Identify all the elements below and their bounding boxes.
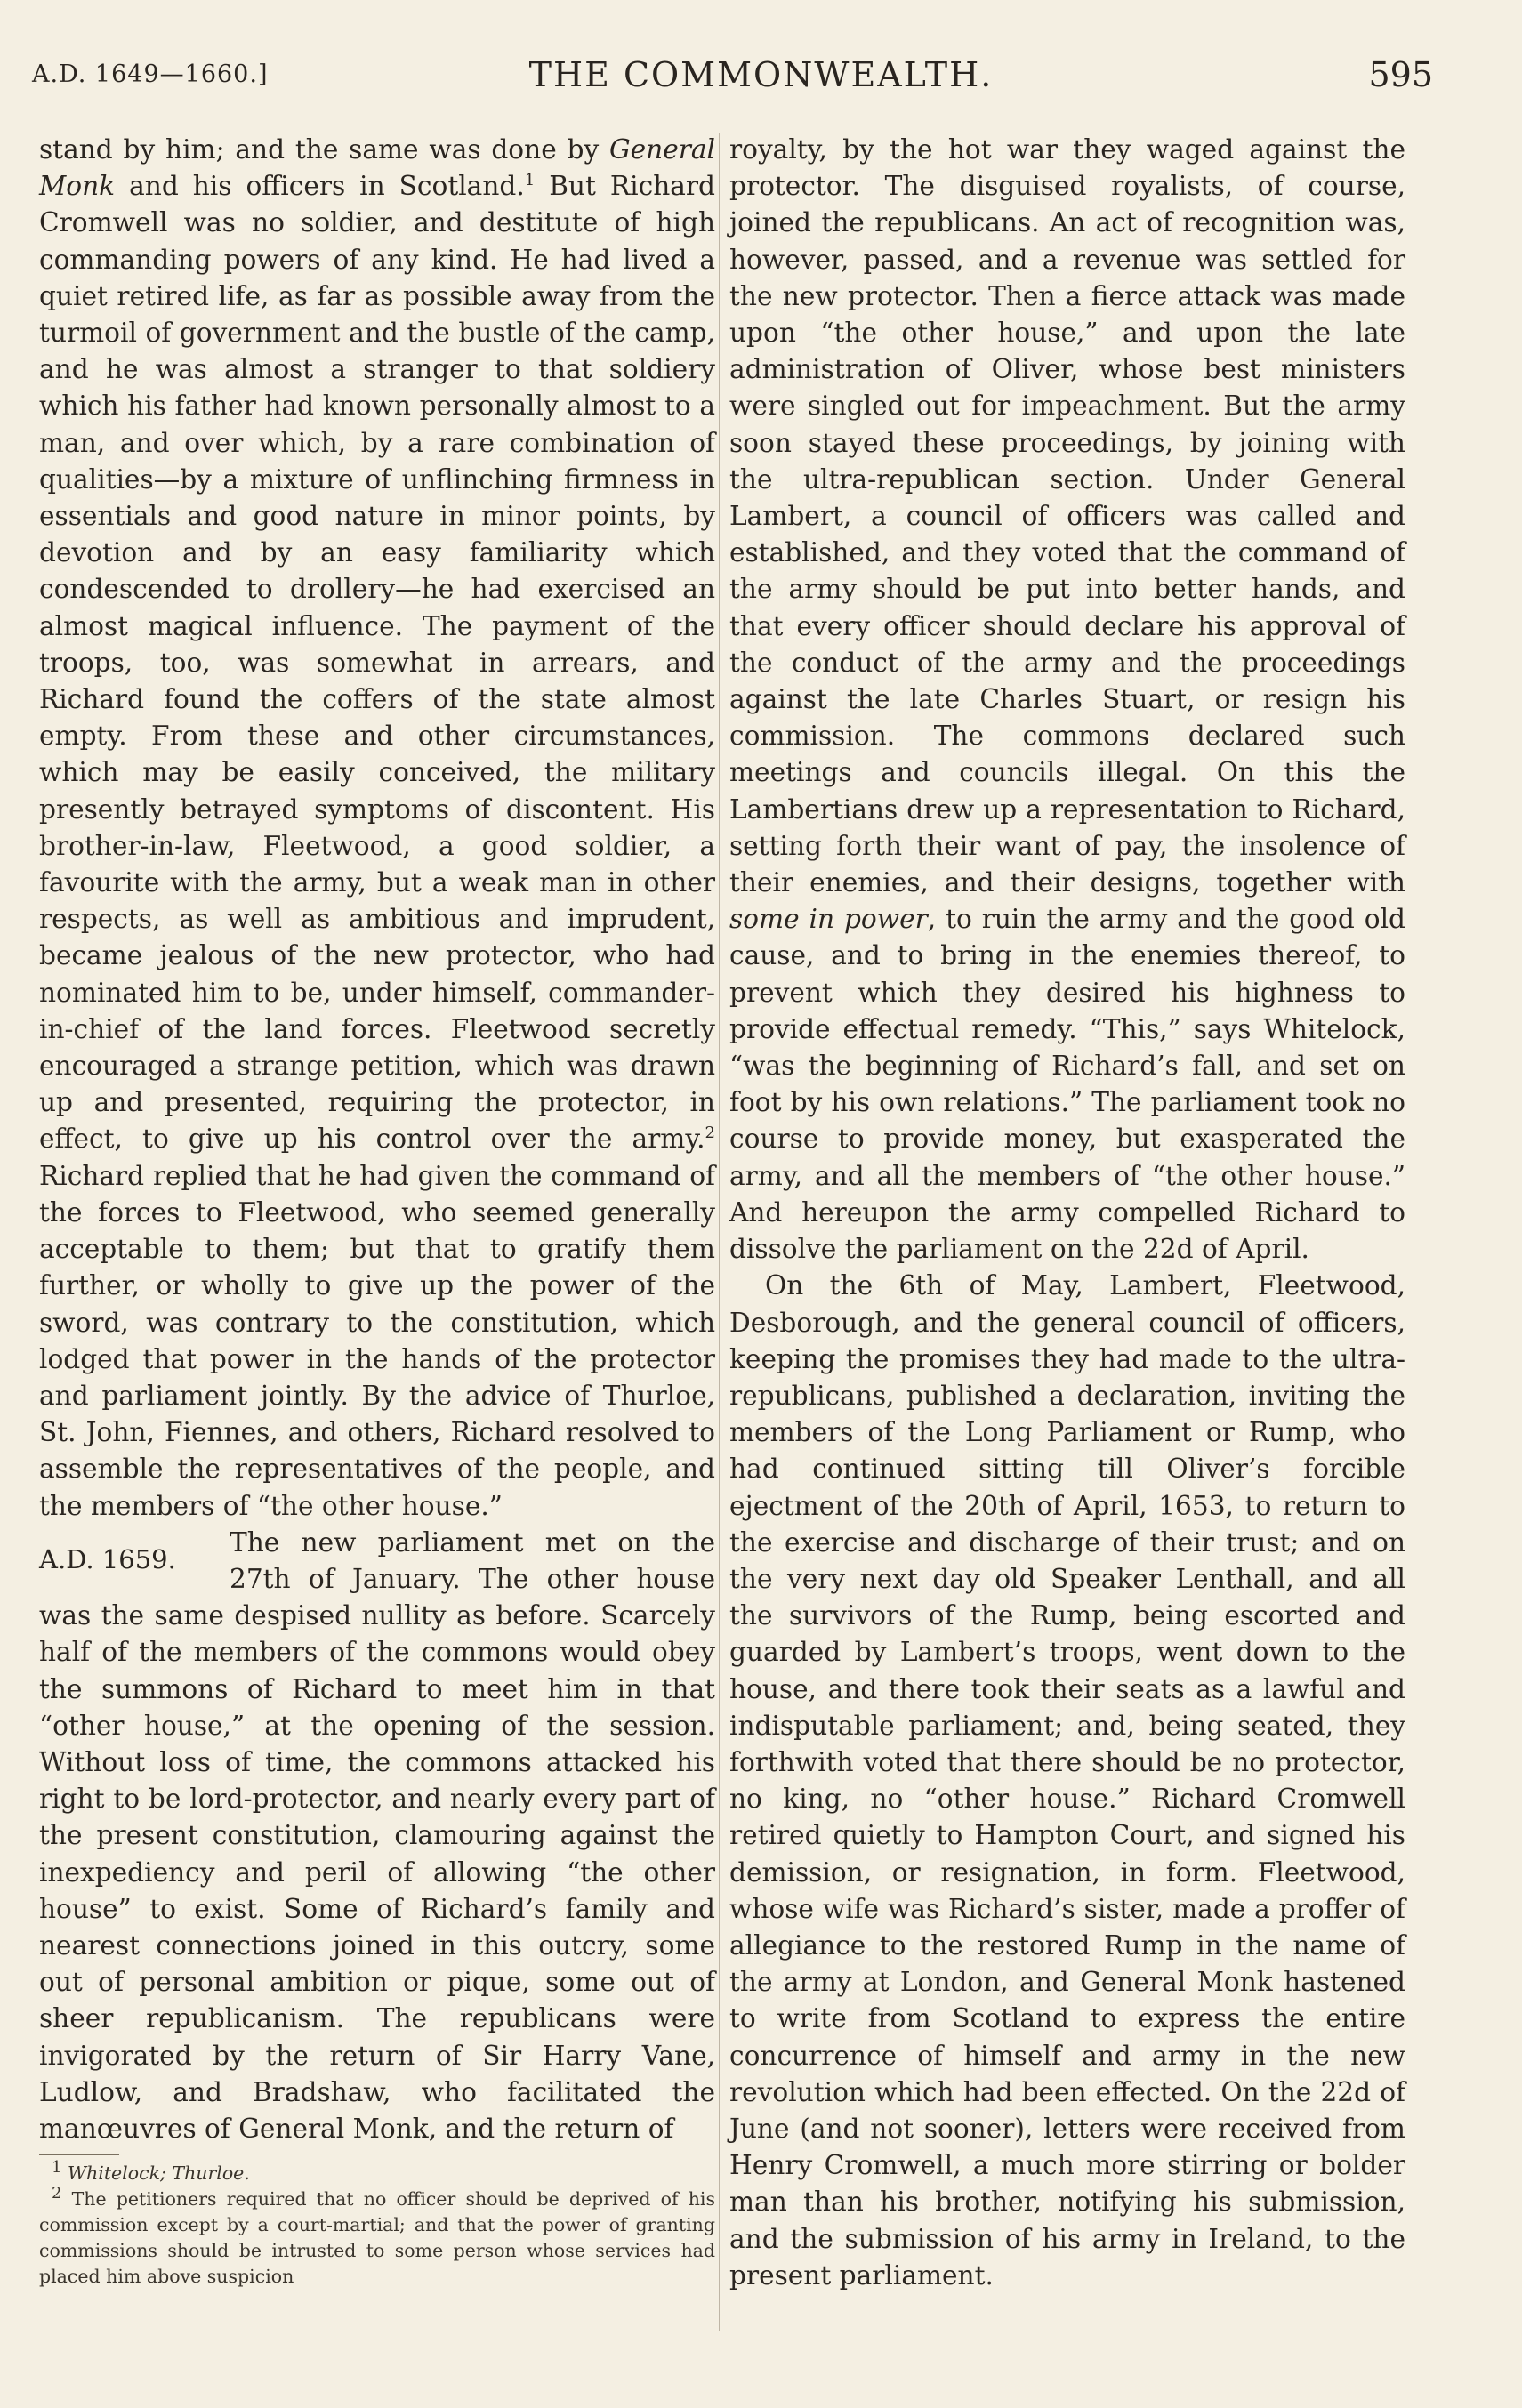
italic-run: some in power — [729, 904, 928, 935]
footnote-text: The petitioners required that no officer should be deprived of his commission except by a court-martial; and that the power of granting commissions should be intrusted to some person whose services had placed him above suspicion — [39, 2188, 715, 2288]
header-date-range: A.D. 1649—1660.] — [32, 60, 269, 88]
left-paragraph-2 — [39, 1525, 715, 2147]
text-run: and his officers in Scotland. — [115, 171, 525, 202]
text-run: Richard replied that he had given the command of the forces to Fleetwood, who seemed generally acceptable to them; but that to gratify them further, or wholly to give up the power of the sword, was contrary to the constitution, which lodged that power in the hands of the protector and parliament jointly. By the advice of Thurloe, St. John, Fiennes, and others, Richard resolved to assemble the representatives of the people, and the members of “the other house.” — [39, 1160, 715, 1521]
text-run: , to ruin the army and the good old cause, and to bring in the enemies thereof, to prevent which they desired his highness to provide effectual remedy. “This,” says Whitelock, “was the beginning of Richard’s fall, and set on foot by his own relations.” The parliament took no course to provide money, but exasperated the army, and all the members of “the other house.” And hereupon the army compelled Richard to dissolve the parliament on the 22d of April. — [729, 904, 1405, 1265]
page-number: 595 — [1368, 55, 1433, 94]
footnote-number: 1 — [52, 2158, 62, 2178]
left-paragraph-1 — [39, 132, 715, 1525]
text-run: But Richard Cromwell was no soldier, and destitute of high commanding powers of any kind. He had lived a quiet retired life, as far as possible away from the turmoil of government and the bustle of the camp, and he was almost a stranger to that soldiery which his father had known personally almost to a man, and over which, by a rare combination of qualities—by a mixture of unflinching firmness in essentials and good nature in minor points, by devotion and by an easy familiarity which condescended to drollery—he had exercised an almost magical influence. The payment of the troops, too, was somewhat in arrears, and Richard found the coffers of the state almost empty. From these and other circumstances, which may be easily conceived, the military presently betrayed symptoms of discontent. His brother-in-law, Fleetwood, a good soldier, a favourite with the army, but a weak man in other respects, as well as ambitious and imprudent, became jealous of the new protector, who had nominated him to be, under himself, commander-in-chief of the land forces. Fleetwood secretly encouraged a strange petition, which was drawn up and presented, requiring the protector, in effect, to give up his control over the army. — [39, 171, 715, 1155]
side-date: A.D. 1659. — [39, 1543, 176, 1574]
footnote-2 — [39, 2184, 715, 2290]
running-title: THE COMMONWEALTH. — [528, 55, 994, 94]
text-run: The new parliament met on the 27th of January. The other house was the same despised nullity as before. Scarcely half of the members of the commons would obey the summons of Richard to meet him in that “other house,” at the opening of the session. Without loss of time, the commons attacked his right to be lord-protector, and nearly every part of the present constitution, clamouring against the inexpediency and peril of allowing “the other house” to exist. Some of Richard’s family and nearest connections joined in this outcry, some out of personal ambition or pique, some out of sheer republicanism. The republicans were invigorated by the return of Sir Harry Vane, Ludlow, and Bradshaw, who facilitated the manœuvres of General Monk, and the return of — [39, 1526, 715, 2144]
footnote-text: Whitelock; Thurloe. — [67, 2162, 250, 2185]
footnote-ref-1: 1 — [524, 171, 536, 190]
running-head — [0, 55, 1522, 100]
italic-run: General Monk — [39, 134, 715, 202]
left-column — [39, 132, 715, 2290]
text-run: royalty, by the hot war they waged against the protector. The disguised royalists, of course, joined the republicans. An act of recognition was, however, passed, and a revenue was settled for the new protector. Then a fierce attack was made upon “the other house,” and upon the late administration of Oliver, whose best ministers were singled out for impeachment. But the army soon stayed these proceedings, by joining with the ultra-republican section. Under General Lambert, a council of officers was called and established, and they voted that the command of the army should be put into better hands, and that every officer should declare his approval of the conduct of the army and the proceedings against the late Charles Stuart, or resign his commission. The commons declared such meetings and councils illegal. On this the Lambertians drew up a representation to Richard, setting forth their want of pay, the insolence of their enemies, and their designs, together with — [729, 134, 1405, 898]
footnotes — [39, 2158, 715, 2290]
footnote-ref-2: 2 — [705, 1123, 715, 1143]
text-run: stand by him; and the same was done by — [39, 134, 610, 165]
right-paragraph-1 — [729, 132, 1405, 1268]
footnote-number: 2 — [52, 2184, 62, 2203]
footnote-rule — [39, 2154, 119, 2155]
column-divider — [719, 133, 720, 2331]
right-paragraph-2: On the 6th of May, Lambert, Fleetwood, Desborough, and the general council of officers, keeping the promises they had made to the ultra-republicans, published a declaration, inviting the members of the Long Parliament or Rump, who had continued sitting till Oliver’s forcible ejectment of the 20th of April, 1653, to return to the exercise and discharge of their trust; and on the very next day old Speaker Lenthall, and all the survivors of the Rump, being escorted and guarded by Lambert’s troops, went down to the house, and there took their seats as a lawful and indisputable parliament; and, being seated, they forthwith voted that there should be no protector, no king, no “other house.” Richard Cromwell retired quietly to Hampton Court, and signed his demission, or resignation, in form. Fleetwood, whose wife was Richard’s sister, made a proffer of allegiance to the restored Rump in the name of the army at London, and General Monk hastened to write from Scotland to express the entire concurrence of himself and army in the new revolution which had been effected. On the 22d of June (and not sooner), letters were received from Henry Cromwell, a much more stirring or bolder man than his brother, notifying his submission, and the submission of his army in Ireland, to the present parliament. — [729, 1270, 1405, 2291]
right-column — [729, 132, 1405, 2294]
footnote-1 — [39, 2158, 715, 2187]
